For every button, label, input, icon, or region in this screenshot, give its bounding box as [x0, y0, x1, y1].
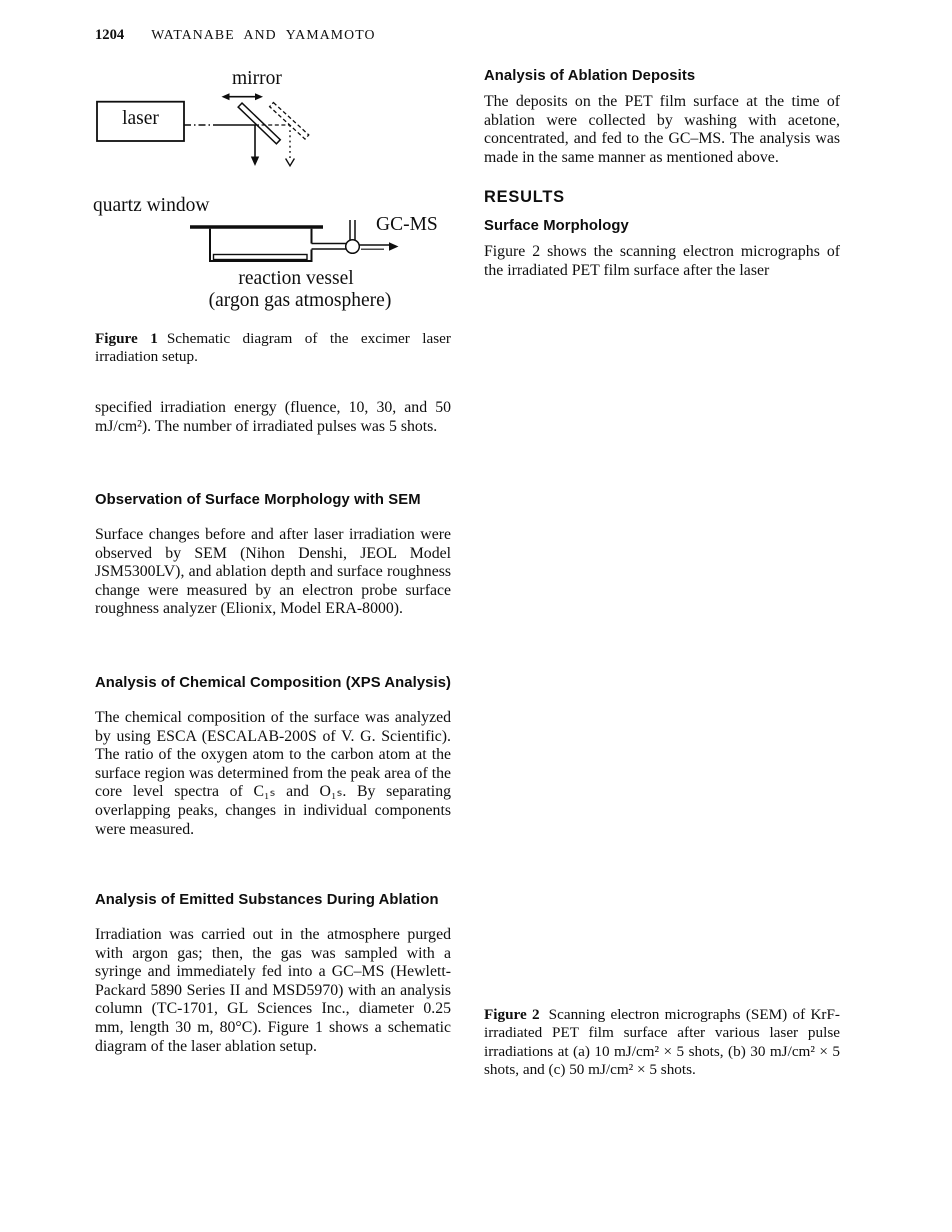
heading-results: RESULTS	[484, 188, 565, 206]
mirror-label: mirror	[232, 68, 282, 89]
laser-label: laser	[122, 108, 159, 129]
paragraph-sem-observation: Surface changes before and after laser irradiation were observed by SEM (Nihon Denshi, JEOL Model JSM5300LV), and ablation depth and surface roughness change were measured by an electron probe surface roughness analyzer (Elionix, Model ERA-8000).	[95, 526, 451, 618]
heading-surface-morphology: Surface Morphology	[484, 218, 629, 234]
page-number: 1204	[95, 27, 125, 43]
heading-sem-observation: Observation of Surface Morphology with SEM	[95, 492, 421, 508]
gcms-label: GC-MS	[376, 214, 438, 235]
figure1-caption-label: Figure 1	[95, 330, 158, 347]
beam-down-arrow	[251, 125, 259, 166]
mirror-move-arrow	[222, 93, 264, 100]
sampling-valve-circle	[346, 240, 360, 254]
outlet-tube	[312, 244, 347, 250]
paragraph-emitted-substances: Irradiation was carried out in the atmosphere purged with argon gas; then, the gas was sampled with a syringe and immediately fed into a GC–MS (Hewlett-Packard 5890 Series II and MSD5970) with an analysis column (TC-1701, GL Sciences Inc., diameter 0.25 mm, length 30 m, 80°C). Figure 1 shows a schematic diagram of the laser ablation setup.	[95, 926, 451, 1055]
running-head: WATANABE AND YAMAMOTO	[151, 27, 376, 42]
heading-xps-analysis: Analysis of Chemical Composition (XPS Analysis)	[95, 675, 452, 691]
figure2-caption-label: Figure 2	[484, 1006, 540, 1023]
figure2-caption	[484, 1006, 840, 1080]
figure2-caption-text: Scanning electron micrographs (SEM) of KrF-irradiated PET film surface after various laser pulse irradiations at (a) 10 mJ/cm² × 5 shots, (b) 30 mJ/cm² × 5 shots, and (c) 50 mJ/cm² × 5 shots.	[484, 1006, 840, 1079]
paragraph-ablation-deposits: The deposits on the PET film surface at the time of ablation were collected by washing with acetone, concentrated, and fed to the GC–MS. The analysis was made in the same manner as mentioned above.	[484, 93, 840, 166]
dashed-mirror	[270, 103, 309, 140]
paragraph-xps-analysis: The chemical composition of the surface was analyzed by using ESCA (ESCALAB-200S of V. G. Scientific). The ratio of the oxygen atom to the carbon atom at the surface region was determined from the peak area of the core level spectra of C₁ₛ and O₁ₛ. By separating overlapping peaks, changes in individual components were measured.	[95, 709, 451, 838]
sample-film	[214, 255, 308, 260]
intro-continuation-paragraph: specified irradiation energy (fluence, 10, 30, and 50 mJ/cm²). The number of irradiated pulses was 5 shots.	[95, 399, 451, 435]
reaction-vessel-label: reaction vessel	[238, 268, 354, 289]
gcms-arrow	[359, 242, 398, 251]
heading-emitted-substances: Analysis of Emitted Substances During Ablation	[95, 892, 439, 908]
figure1-caption-text: Schematic diagram of the excimer laser irradiation setup.	[95, 330, 451, 366]
beam-down-dotted-arrow	[286, 125, 295, 166]
syringe-port	[350, 220, 355, 240]
argon-atmosphere-label: (argon gas atmosphere)	[208, 290, 392, 311]
solid-mirror	[238, 103, 280, 144]
paragraph-surface-morphology: Figure 2 shows the scanning electron micrographs of the irradiated PET film surface after the laser	[484, 243, 840, 279]
figure1-caption	[95, 330, 451, 367]
heading-ablation-deposits: Analysis of Ablation Deposits	[484, 68, 696, 84]
figure1-diagram	[95, 63, 460, 321]
quartz-window-label: quartz window	[93, 195, 210, 216]
page-header	[95, 26, 376, 44]
